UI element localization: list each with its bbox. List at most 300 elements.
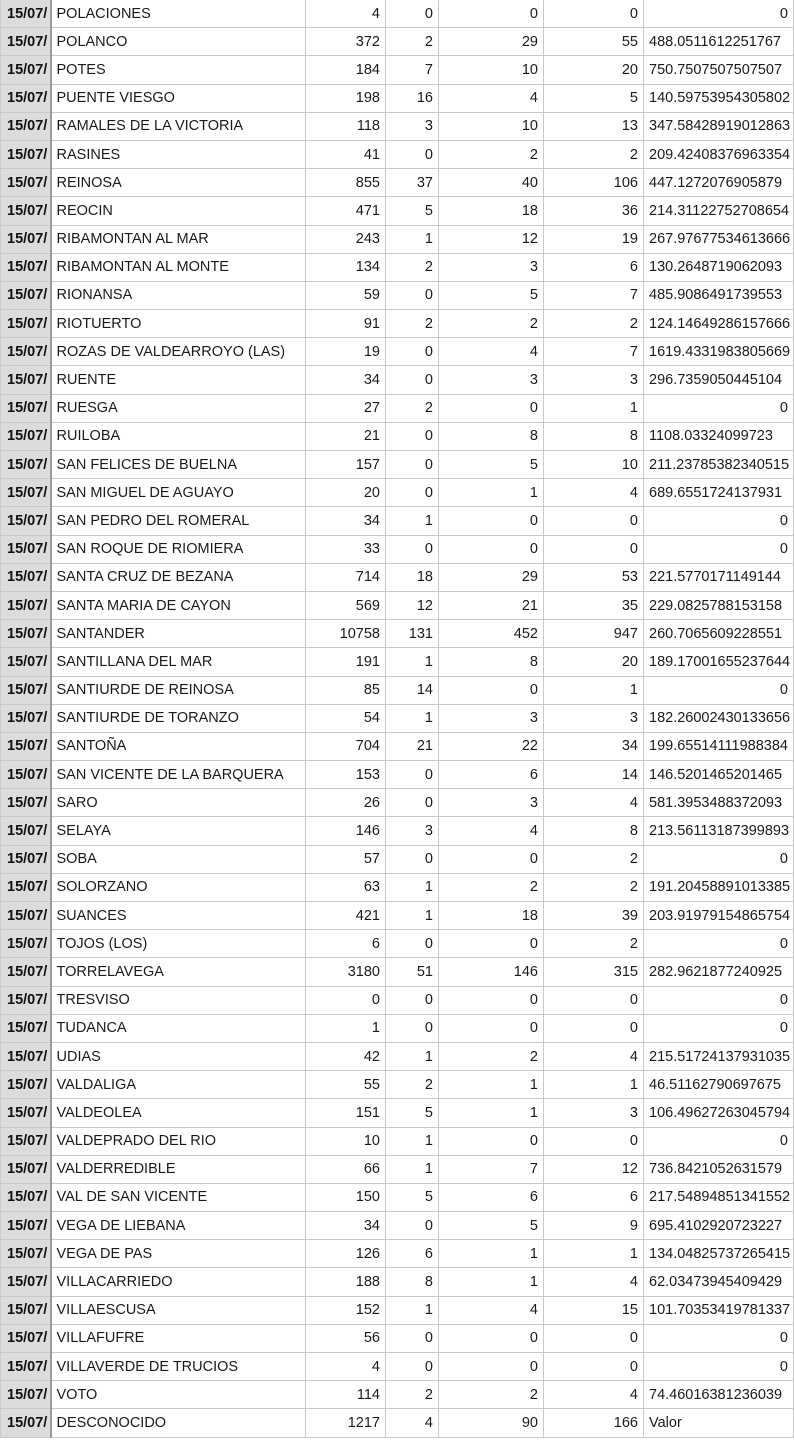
rate-cell[interactable]: 0 — [644, 986, 794, 1014]
municipality-cell[interactable]: RIOTUERTO — [51, 310, 306, 338]
rate-cell[interactable]: 182.26002430133656 — [644, 704, 794, 732]
value-cell-2[interactable]: 1 — [386, 1042, 439, 1070]
rate-cell[interactable]: 0 — [644, 394, 794, 422]
rate-cell[interactable]: 229.0825788153158 — [644, 591, 794, 619]
rate-cell[interactable]: 0 — [644, 845, 794, 873]
rate-cell[interactable]: 296.7359050445104 — [644, 366, 794, 394]
value-cell-3[interactable]: 2 — [439, 873, 544, 901]
rate-cell[interactable]: 1108.03324099723 — [644, 422, 794, 450]
value-cell-1[interactable]: 4 — [306, 0, 386, 28]
rate-cell[interactable]: 101.70353419781337 — [644, 1296, 794, 1324]
value-cell-4[interactable]: 0 — [544, 1324, 644, 1352]
rate-cell[interactable]: 485.9086491739553 — [644, 281, 794, 309]
value-cell-2[interactable]: 0 — [386, 140, 439, 168]
value-cell-4[interactable]: 0 — [544, 1353, 644, 1381]
rate-cell[interactable]: 0 — [644, 930, 794, 958]
value-cell-2[interactable]: 0 — [386, 338, 439, 366]
value-cell-2[interactable]: 0 — [386, 479, 439, 507]
value-cell-2[interactable]: 12 — [386, 591, 439, 619]
date-cell[interactable]: 15/07/ — [1, 817, 51, 845]
municipality-cell[interactable]: SAN VICENTE DE LA BARQUERA — [51, 761, 306, 789]
value-cell-1[interactable]: 134 — [306, 253, 386, 281]
date-cell[interactable]: 15/07/ — [1, 281, 51, 309]
value-cell-2[interactable]: 0 — [386, 281, 439, 309]
value-cell-2[interactable]: 0 — [386, 1014, 439, 1042]
value-cell-2[interactable]: 1 — [386, 704, 439, 732]
value-cell-4[interactable]: 3 — [544, 1099, 644, 1127]
rate-cell[interactable]: 0 — [644, 535, 794, 563]
value-cell-2[interactable]: 0 — [386, 845, 439, 873]
rate-cell[interactable]: 146.5201465201465 — [644, 761, 794, 789]
rate-cell[interactable]: 211.23785382340515 — [644, 451, 794, 479]
municipality-cell[interactable]: RIBAMONTAN AL MONTE — [51, 253, 306, 281]
value-cell-3[interactable]: 8 — [439, 422, 544, 450]
municipality-cell[interactable]: SANTANDER — [51, 620, 306, 648]
value-cell-1[interactable]: 3180 — [306, 958, 386, 986]
value-cell-2[interactable]: 3 — [386, 817, 439, 845]
date-cell[interactable]: 15/07/ — [1, 1183, 51, 1211]
date-cell[interactable]: 15/07/ — [1, 479, 51, 507]
value-cell-2[interactable]: 14 — [386, 676, 439, 704]
value-cell-3[interactable]: 10 — [439, 56, 544, 84]
value-cell-4[interactable]: 947 — [544, 620, 644, 648]
municipality-cell[interactable]: SOBA — [51, 845, 306, 873]
municipality-cell[interactable]: SANTIURDE DE REINOSA — [51, 676, 306, 704]
rate-cell[interactable]: 106.49627263045794 — [644, 1099, 794, 1127]
value-cell-2[interactable]: 1 — [386, 1155, 439, 1183]
municipality-cell[interactable]: SAN ROQUE DE RIOMIERA — [51, 535, 306, 563]
rate-cell[interactable]: 130.2648719062093 — [644, 253, 794, 281]
date-cell[interactable]: 15/07/ — [1, 253, 51, 281]
municipality-cell[interactable]: VILLAVERDE DE TRUCIOS — [51, 1353, 306, 1381]
rate-cell[interactable]: 189.17001655237644 — [644, 648, 794, 676]
date-cell[interactable]: 15/07/ — [1, 28, 51, 56]
value-cell-1[interactable]: 63 — [306, 873, 386, 901]
value-cell-3[interactable]: 5 — [439, 281, 544, 309]
value-cell-3[interactable]: 40 — [439, 169, 544, 197]
rate-cell[interactable]: 347.58428919012863 — [644, 112, 794, 140]
date-cell[interactable]: 15/07/ — [1, 1381, 51, 1409]
value-cell-2[interactable]: 1 — [386, 648, 439, 676]
value-cell-4[interactable]: 6 — [544, 1183, 644, 1211]
value-cell-2[interactable]: 51 — [386, 958, 439, 986]
value-cell-4[interactable]: 3 — [544, 366, 644, 394]
date-cell[interactable]: 15/07/ — [1, 1099, 51, 1127]
value-cell-1[interactable]: 19 — [306, 338, 386, 366]
rate-cell[interactable]: 695.4102920723227 — [644, 1212, 794, 1240]
value-cell-4[interactable]: 4 — [544, 1042, 644, 1070]
date-cell[interactable]: 15/07/ — [1, 902, 51, 930]
value-cell-1[interactable]: 1217 — [306, 1409, 386, 1437]
value-cell-4[interactable]: 0 — [544, 1127, 644, 1155]
value-cell-3[interactable]: 5 — [439, 1212, 544, 1240]
value-cell-4[interactable]: 2 — [544, 310, 644, 338]
value-cell-1[interactable]: 114 — [306, 1381, 386, 1409]
municipality-cell[interactable]: VALDERREDIBLE — [51, 1155, 306, 1183]
value-cell-3[interactable]: 3 — [439, 789, 544, 817]
value-cell-3[interactable]: 1 — [439, 479, 544, 507]
rate-cell[interactable]: 221.5770171149144 — [644, 563, 794, 591]
rate-cell[interactable]: 447.1272076905879 — [644, 169, 794, 197]
date-cell[interactable]: 15/07/ — [1, 761, 51, 789]
value-cell-4[interactable]: 14 — [544, 761, 644, 789]
value-cell-4[interactable]: 106 — [544, 169, 644, 197]
value-cell-4[interactable]: 2 — [544, 845, 644, 873]
value-cell-3[interactable]: 0 — [439, 507, 544, 535]
value-cell-1[interactable]: 20 — [306, 479, 386, 507]
date-cell[interactable]: 15/07/ — [1, 704, 51, 732]
rate-cell[interactable]: 0 — [644, 0, 794, 28]
value-cell-1[interactable]: 714 — [306, 563, 386, 591]
municipality-cell[interactable]: REOCIN — [51, 197, 306, 225]
rate-cell[interactable]: 260.7065609228551 — [644, 620, 794, 648]
date-cell[interactable]: 15/07/ — [1, 0, 51, 28]
value-cell-3[interactable]: 0 — [439, 0, 544, 28]
municipality-cell[interactable]: TORRELAVEGA — [51, 958, 306, 986]
value-cell-4[interactable]: 315 — [544, 958, 644, 986]
date-cell[interactable]: 15/07/ — [1, 507, 51, 535]
value-cell-4[interactable]: 0 — [544, 507, 644, 535]
rate-cell[interactable]: 0 — [644, 1014, 794, 1042]
value-cell-2[interactable]: 1 — [386, 507, 439, 535]
value-cell-1[interactable]: 56 — [306, 1324, 386, 1352]
value-cell-2[interactable]: 1 — [386, 1127, 439, 1155]
value-cell-2[interactable]: 0 — [386, 930, 439, 958]
municipality-cell[interactable]: VILLAESCUSA — [51, 1296, 306, 1324]
value-cell-3[interactable]: 2 — [439, 1042, 544, 1070]
date-cell[interactable]: 15/07/ — [1, 1127, 51, 1155]
rate-cell[interactable]: 213.56113187399893 — [644, 817, 794, 845]
value-cell-1[interactable]: 55 — [306, 1071, 386, 1099]
rate-cell[interactable]: 488.0511612251767 — [644, 28, 794, 56]
date-cell[interactable]: 15/07/ — [1, 620, 51, 648]
value-cell-4[interactable]: 6 — [544, 253, 644, 281]
date-cell[interactable]: 15/07/ — [1, 930, 51, 958]
rate-cell[interactable]: 267.97677534613666 — [644, 225, 794, 253]
value-cell-1[interactable]: 191 — [306, 648, 386, 676]
value-cell-1[interactable]: 59 — [306, 281, 386, 309]
rate-cell[interactable]: 74.46016381236039 — [644, 1381, 794, 1409]
value-cell-4[interactable]: 55 — [544, 28, 644, 56]
value-cell-3[interactable]: 18 — [439, 197, 544, 225]
value-cell-3[interactable]: 4 — [439, 1296, 544, 1324]
value-cell-2[interactable]: 1 — [386, 225, 439, 253]
date-cell[interactable]: 15/07/ — [1, 112, 51, 140]
value-cell-2[interactable]: 5 — [386, 1099, 439, 1127]
value-cell-4[interactable]: 4 — [544, 1268, 644, 1296]
municipality-cell[interactable]: POTES — [51, 56, 306, 84]
value-cell-1[interactable]: 0 — [306, 986, 386, 1014]
value-cell-1[interactable]: 4 — [306, 1353, 386, 1381]
rate-cell[interactable]: 0 — [644, 1127, 794, 1155]
date-cell[interactable]: 15/07/ — [1, 535, 51, 563]
value-cell-3[interactable]: 3 — [439, 253, 544, 281]
municipality-cell[interactable]: TUDANCA — [51, 1014, 306, 1042]
date-cell[interactable]: 15/07/ — [1, 563, 51, 591]
value-cell-1[interactable]: 150 — [306, 1183, 386, 1211]
value-cell-3[interactable]: 3 — [439, 366, 544, 394]
value-cell-3[interactable]: 90 — [439, 1409, 544, 1437]
date-cell[interactable]: 15/07/ — [1, 732, 51, 760]
value-cell-3[interactable]: 3 — [439, 704, 544, 732]
date-cell[interactable]: 15/07/ — [1, 338, 51, 366]
value-cell-3[interactable]: 6 — [439, 761, 544, 789]
value-cell-4[interactable]: 4 — [544, 1381, 644, 1409]
value-cell-3[interactable]: 22 — [439, 732, 544, 760]
municipality-cell[interactable]: VAL DE SAN VICENTE — [51, 1183, 306, 1211]
municipality-cell[interactable]: SAN PEDRO DEL ROMERAL — [51, 507, 306, 535]
value-cell-2[interactable]: 1 — [386, 873, 439, 901]
value-cell-2[interactable]: 2 — [386, 310, 439, 338]
municipality-cell[interactable]: RIBAMONTAN AL MAR — [51, 225, 306, 253]
value-cell-1[interactable]: 704 — [306, 732, 386, 760]
value-cell-2[interactable]: 0 — [386, 761, 439, 789]
value-cell-2[interactable]: 5 — [386, 1183, 439, 1211]
value-cell-4[interactable]: 7 — [544, 281, 644, 309]
value-cell-2[interactable]: 2 — [386, 253, 439, 281]
date-cell[interactable]: 15/07/ — [1, 169, 51, 197]
municipality-cell[interactable]: UDIAS — [51, 1042, 306, 1070]
municipality-cell[interactable]: VALDEPRADO DEL RIO — [51, 1127, 306, 1155]
value-cell-1[interactable]: 471 — [306, 197, 386, 225]
value-cell-1[interactable]: 34 — [306, 1212, 386, 1240]
value-cell-3[interactable]: 0 — [439, 535, 544, 563]
value-cell-4[interactable]: 4 — [544, 789, 644, 817]
municipality-cell[interactable]: SANTIURDE DE TORANZO — [51, 704, 306, 732]
value-cell-4[interactable]: 10 — [544, 451, 644, 479]
value-cell-3[interactable]: 1 — [439, 1099, 544, 1127]
value-cell-2[interactable]: 0 — [386, 366, 439, 394]
value-cell-1[interactable]: 41 — [306, 140, 386, 168]
date-cell[interactable]: 15/07/ — [1, 591, 51, 619]
date-cell[interactable]: 15/07/ — [1, 845, 51, 873]
value-cell-4[interactable]: 7 — [544, 338, 644, 366]
value-cell-4[interactable]: 20 — [544, 648, 644, 676]
value-cell-4[interactable]: 13 — [544, 112, 644, 140]
value-cell-2[interactable]: 8 — [386, 1268, 439, 1296]
municipality-cell[interactable]: SELAYA — [51, 817, 306, 845]
value-cell-3[interactable]: 1 — [439, 1071, 544, 1099]
date-cell[interactable]: 15/07/ — [1, 1409, 51, 1437]
value-cell-2[interactable]: 37 — [386, 169, 439, 197]
rate-cell[interactable]: 689.6551724137931 — [644, 479, 794, 507]
value-cell-4[interactable]: 1 — [544, 676, 644, 704]
value-cell-4[interactable]: 1 — [544, 394, 644, 422]
value-cell-3[interactable]: 29 — [439, 563, 544, 591]
value-cell-1[interactable]: 85 — [306, 676, 386, 704]
date-cell[interactable]: 15/07/ — [1, 1324, 51, 1352]
value-cell-2[interactable]: 2 — [386, 28, 439, 56]
value-cell-3[interactable]: 10 — [439, 112, 544, 140]
value-cell-4[interactable]: 1 — [544, 1071, 644, 1099]
value-cell-3[interactable]: 4 — [439, 338, 544, 366]
municipality-cell[interactable]: SAN FELICES DE BUELNA — [51, 451, 306, 479]
municipality-cell[interactable]: VALDALIGA — [51, 1071, 306, 1099]
value-cell-1[interactable]: 57 — [306, 845, 386, 873]
municipality-cell[interactable]: SARO — [51, 789, 306, 817]
municipality-cell[interactable]: VILLACARRIEDO — [51, 1268, 306, 1296]
value-cell-3[interactable]: 5 — [439, 451, 544, 479]
value-cell-4[interactable]: 0 — [544, 986, 644, 1014]
value-cell-1[interactable]: 10 — [306, 1127, 386, 1155]
municipality-cell[interactable]: TOJOS (LOS) — [51, 930, 306, 958]
value-cell-4[interactable]: 35 — [544, 591, 644, 619]
rate-cell[interactable]: 0 — [644, 1353, 794, 1381]
rate-cell[interactable]: 215.51724137931035 — [644, 1042, 794, 1070]
value-cell-1[interactable]: 1 — [306, 1014, 386, 1042]
municipality-cell[interactable]: RAMALES DE LA VICTORIA — [51, 112, 306, 140]
value-cell-3[interactable]: 452 — [439, 620, 544, 648]
value-cell-4[interactable]: 0 — [544, 1014, 644, 1042]
value-cell-4[interactable]: 1 — [544, 1240, 644, 1268]
rate-cell[interactable]: 282.9621877240925 — [644, 958, 794, 986]
value-cell-3[interactable]: 12 — [439, 225, 544, 253]
value-cell-4[interactable]: 2 — [544, 930, 644, 958]
municipality-cell[interactable]: SANTA MARIA DE CAYON — [51, 591, 306, 619]
value-cell-3[interactable]: 4 — [439, 817, 544, 845]
value-cell-3[interactable]: 0 — [439, 1014, 544, 1042]
date-cell[interactable]: 15/07/ — [1, 1014, 51, 1042]
value-cell-1[interactable]: 153 — [306, 761, 386, 789]
date-cell[interactable]: 15/07/ — [1, 225, 51, 253]
date-cell[interactable]: 15/07/ — [1, 1268, 51, 1296]
value-cell-3[interactable]: 21 — [439, 591, 544, 619]
value-cell-3[interactable]: 0 — [439, 1353, 544, 1381]
rate-cell[interactable]: 209.42408376963354 — [644, 140, 794, 168]
value-cell-3[interactable]: 0 — [439, 394, 544, 422]
value-cell-4[interactable]: 9 — [544, 1212, 644, 1240]
municipality-cell[interactable]: VALDEOLEA — [51, 1099, 306, 1127]
date-cell[interactable]: 15/07/ — [1, 1353, 51, 1381]
value-cell-3[interactable]: 8 — [439, 648, 544, 676]
value-cell-1[interactable]: 42 — [306, 1042, 386, 1070]
date-cell[interactable]: 15/07/ — [1, 422, 51, 450]
value-cell-2[interactable]: 2 — [386, 1071, 439, 1099]
value-cell-1[interactable]: 91 — [306, 310, 386, 338]
value-cell-1[interactable]: 243 — [306, 225, 386, 253]
rate-cell[interactable]: 1619.4331983805669 — [644, 338, 794, 366]
value-cell-3[interactable]: 0 — [439, 1127, 544, 1155]
date-cell[interactable]: 15/07/ — [1, 140, 51, 168]
municipality-cell[interactable]: SUANCES — [51, 902, 306, 930]
value-cell-2[interactable]: 1 — [386, 902, 439, 930]
date-cell[interactable]: 15/07/ — [1, 676, 51, 704]
rate-cell[interactable]: 217.54894851341552 — [644, 1183, 794, 1211]
value-cell-2[interactable]: 0 — [386, 535, 439, 563]
value-cell-3[interactable]: 6 — [439, 1183, 544, 1211]
value-cell-3[interactable]: 0 — [439, 676, 544, 704]
value-cell-4[interactable]: 12 — [544, 1155, 644, 1183]
value-cell-1[interactable]: 26 — [306, 789, 386, 817]
value-cell-2[interactable]: 0 — [386, 1324, 439, 1352]
value-cell-3[interactable]: 0 — [439, 1324, 544, 1352]
value-cell-1[interactable]: 34 — [306, 507, 386, 535]
rate-cell[interactable]: 140.59753954305802 — [644, 84, 794, 112]
value-cell-1[interactable]: 54 — [306, 704, 386, 732]
value-cell-2[interactable]: 0 — [386, 789, 439, 817]
date-cell[interactable]: 15/07/ — [1, 56, 51, 84]
date-cell[interactable]: 15/07/ — [1, 1296, 51, 1324]
value-cell-2[interactable]: 1 — [386, 1296, 439, 1324]
municipality-cell[interactable]: REINOSA — [51, 169, 306, 197]
municipality-cell[interactable]: RASINES — [51, 140, 306, 168]
municipality-cell[interactable]: SANTILLANA DEL MAR — [51, 648, 306, 676]
rate-cell[interactable]: 199.65514111988384 — [644, 732, 794, 760]
value-cell-2[interactable]: 0 — [386, 451, 439, 479]
value-cell-4[interactable]: 2 — [544, 140, 644, 168]
date-cell[interactable]: 15/07/ — [1, 648, 51, 676]
value-cell-1[interactable]: 421 — [306, 902, 386, 930]
value-cell-2[interactable]: 0 — [386, 986, 439, 1014]
value-cell-4[interactable]: 8 — [544, 817, 644, 845]
value-cell-4[interactable]: 4 — [544, 479, 644, 507]
rate-cell[interactable]: 0 — [644, 676, 794, 704]
municipality-cell[interactable]: SAN MIGUEL DE AGUAYO — [51, 479, 306, 507]
value-cell-3[interactable]: 2 — [439, 140, 544, 168]
rate-cell[interactable]: 0 — [644, 1324, 794, 1352]
rate-cell[interactable]: Valor — [644, 1409, 794, 1437]
municipality-cell[interactable]: RUENTE — [51, 366, 306, 394]
value-cell-1[interactable]: 66 — [306, 1155, 386, 1183]
value-cell-4[interactable]: 39 — [544, 902, 644, 930]
value-cell-4[interactable]: 166 — [544, 1409, 644, 1437]
value-cell-1[interactable]: 855 — [306, 169, 386, 197]
value-cell-4[interactable]: 53 — [544, 563, 644, 591]
value-cell-4[interactable]: 2 — [544, 873, 644, 901]
value-cell-2[interactable]: 16 — [386, 84, 439, 112]
rate-cell[interactable]: 134.04825737265415 — [644, 1240, 794, 1268]
value-cell-4[interactable]: 0 — [544, 535, 644, 563]
rate-cell[interactable]: 203.91979154865754 — [644, 902, 794, 930]
municipality-cell[interactable]: SOLORZANO — [51, 873, 306, 901]
rate-cell[interactable]: 750.7507507507507 — [644, 56, 794, 84]
value-cell-3[interactable]: 2 — [439, 1381, 544, 1409]
value-cell-1[interactable]: 118 — [306, 112, 386, 140]
value-cell-2[interactable]: 2 — [386, 1381, 439, 1409]
value-cell-2[interactable]: 2 — [386, 394, 439, 422]
value-cell-3[interactable]: 0 — [439, 930, 544, 958]
municipality-cell[interactable]: VOTO — [51, 1381, 306, 1409]
municipality-cell[interactable]: POLACIONES — [51, 0, 306, 28]
municipality-cell[interactable]: SANTOÑA — [51, 732, 306, 760]
rate-cell[interactable]: 124.14649286157666 — [644, 310, 794, 338]
rate-cell[interactable]: 46.51162790697675 — [644, 1071, 794, 1099]
date-cell[interactable]: 15/07/ — [1, 873, 51, 901]
municipality-cell[interactable]: PUENTE VIESGO — [51, 84, 306, 112]
value-cell-1[interactable]: 21 — [306, 422, 386, 450]
value-cell-1[interactable]: 157 — [306, 451, 386, 479]
value-cell-4[interactable]: 34 — [544, 732, 644, 760]
value-cell-2[interactable]: 131 — [386, 620, 439, 648]
municipality-cell[interactable]: POLANCO — [51, 28, 306, 56]
value-cell-1[interactable]: 6 — [306, 930, 386, 958]
municipality-cell[interactable]: RIONANSA — [51, 281, 306, 309]
value-cell-1[interactable]: 372 — [306, 28, 386, 56]
date-cell[interactable]: 15/07/ — [1, 1042, 51, 1070]
value-cell-1[interactable]: 198 — [306, 84, 386, 112]
rate-cell[interactable]: 581.3953488372093 — [644, 789, 794, 817]
value-cell-1[interactable]: 188 — [306, 1268, 386, 1296]
value-cell-3[interactable]: 0 — [439, 845, 544, 873]
value-cell-2[interactable]: 4 — [386, 1409, 439, 1437]
value-cell-3[interactable]: 146 — [439, 958, 544, 986]
value-cell-1[interactable]: 184 — [306, 56, 386, 84]
value-cell-4[interactable]: 3 — [544, 704, 644, 732]
value-cell-1[interactable]: 33 — [306, 535, 386, 563]
date-cell[interactable]: 15/07/ — [1, 310, 51, 338]
value-cell-2[interactable]: 5 — [386, 197, 439, 225]
rate-cell[interactable]: 191.20458891013385 — [644, 873, 794, 901]
